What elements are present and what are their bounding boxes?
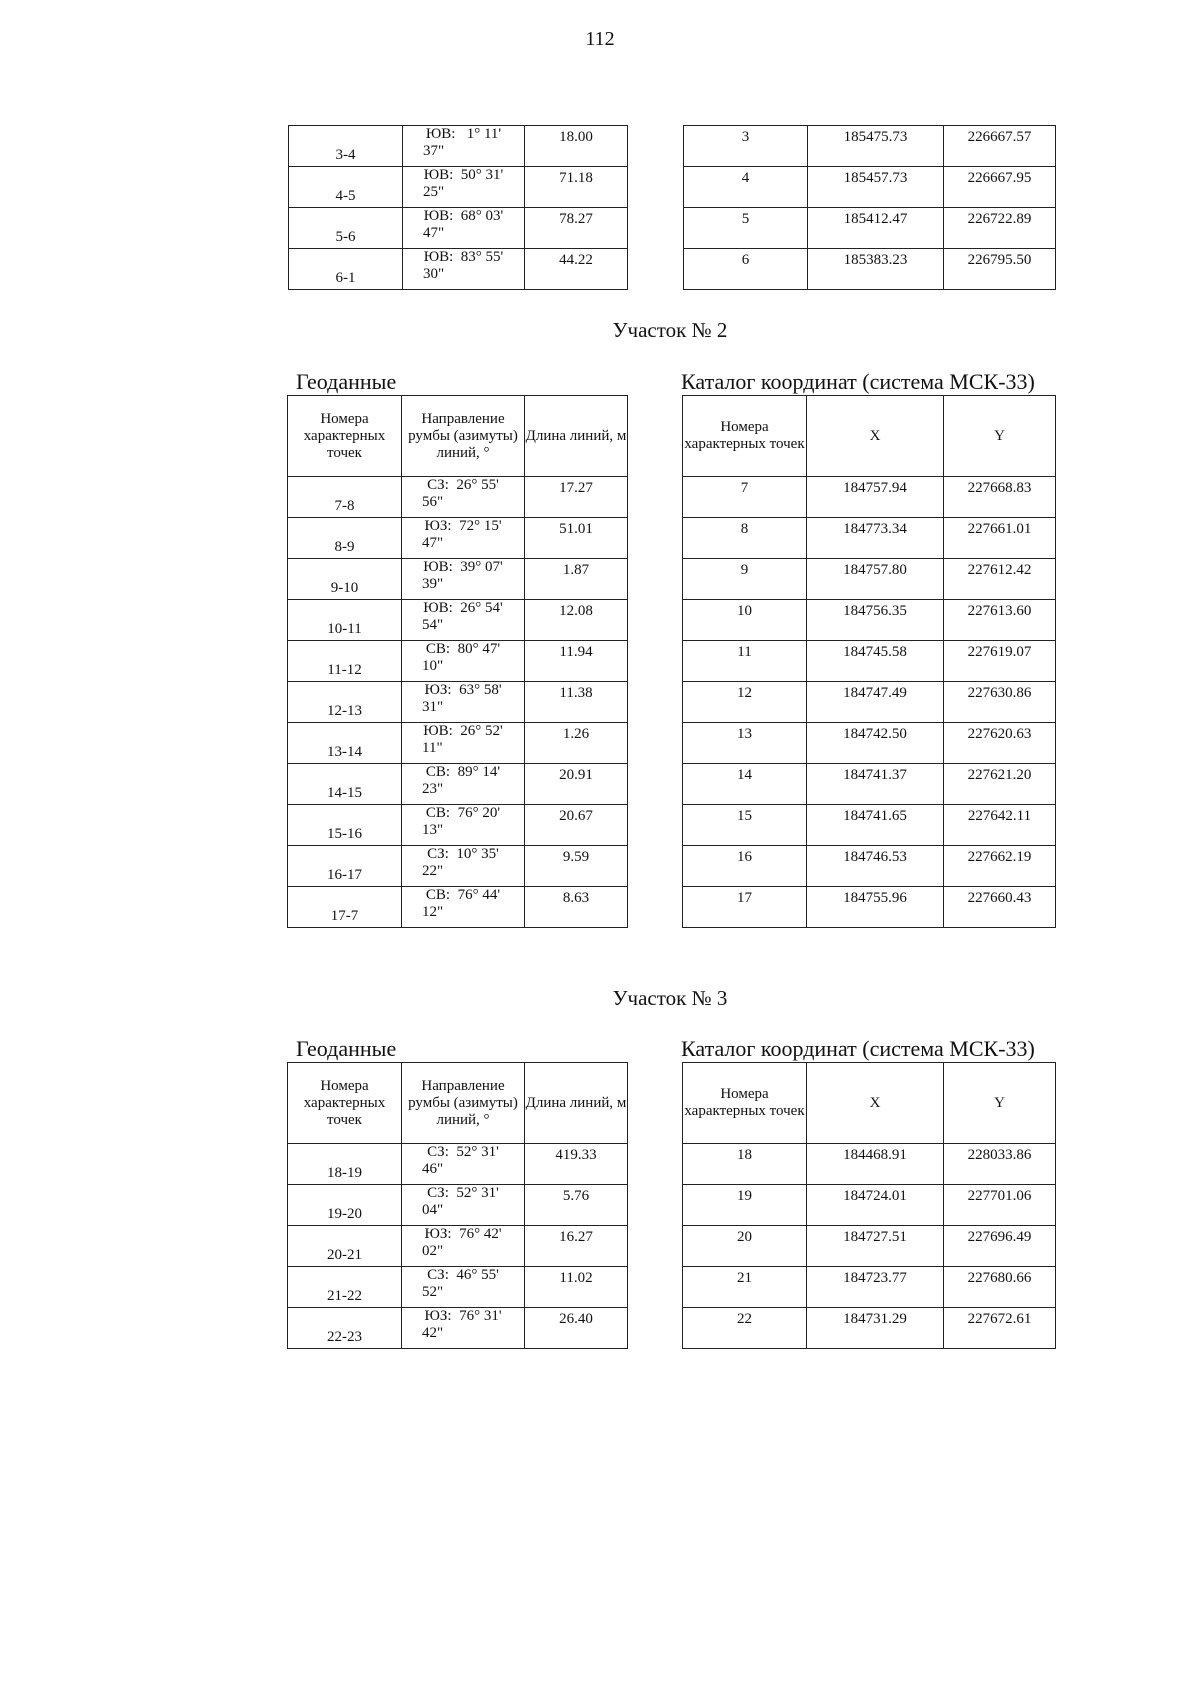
table-row [683, 1144, 1056, 1185]
point-number-cell: 18 [683, 1144, 807, 1185]
table-row [288, 1226, 628, 1267]
length-cell: 51.01 [525, 518, 628, 559]
header-points: Номера характерных точек [288, 396, 402, 477]
table-row [683, 641, 1056, 682]
x-coordinate-cell: 184747.49 [807, 682, 944, 723]
direction-cell [403, 208, 525, 249]
y-coordinate-cell: 227668.83 [944, 477, 1056, 518]
y-coordinate-cell: 228033.86 [944, 1144, 1056, 1185]
point-number-cell: 21 [683, 1267, 807, 1308]
point-number-cell: 12 [683, 682, 807, 723]
direction-angle: ЮВ: 68° 03' [423, 208, 504, 224]
header-points: Номера характерных точек [683, 396, 807, 477]
catalog-table-3 [682, 1062, 1056, 1349]
direction-angle: СВ: 80° 47' [425, 641, 501, 657]
direction-seconds: 12" [422, 904, 444, 920]
point-number-cell: 11 [683, 641, 807, 682]
length-cell: 11.94 [525, 641, 628, 682]
table-row [684, 167, 1056, 208]
table-row [683, 477, 1056, 518]
x-coordinate-cell: 184742.50 [807, 723, 944, 764]
x-coordinate-cell: 184723.77 [807, 1267, 944, 1308]
length-cell: 11.38 [525, 682, 628, 723]
geodata-table-1 [288, 125, 628, 290]
point-number-cell: 4 [684, 167, 808, 208]
y-coordinate-cell: 227680.66 [944, 1267, 1056, 1308]
x-coordinate-cell: 185412.47 [808, 208, 944, 249]
x-coordinate-cell: 184727.51 [807, 1226, 944, 1267]
direction-angle: ЮВ: 83° 55' [423, 249, 504, 265]
y-coordinate-cell: 226667.95 [944, 167, 1056, 208]
length-cell: 9.59 [525, 846, 628, 887]
header-length: Длина линий, м [525, 396, 628, 477]
geodata-body [288, 1144, 628, 1349]
table-row [683, 1185, 1056, 1226]
direction-angle: СЗ: 46° 55' [427, 1267, 499, 1283]
table-row [684, 126, 1056, 167]
table-row [289, 126, 628, 167]
catalog-body [683, 477, 1056, 928]
table-row [288, 518, 628, 559]
direction-seconds: 25" [423, 184, 445, 200]
table-row [683, 1226, 1056, 1267]
x-coordinate-cell: 184468.91 [807, 1144, 944, 1185]
direction-seconds: 31" [422, 699, 444, 715]
length-cell: 11.02 [525, 1267, 628, 1308]
direction-angle: ЮВ: 26° 52' [423, 723, 503, 739]
direction-cell [403, 249, 525, 290]
catalog-caption-2: Каталог координат (система МСК-33) [681, 369, 1035, 394]
direction-angle: ЮЗ: 76° 31' [424, 1308, 502, 1324]
direction-angle: СЗ: 26° 55' [427, 477, 499, 493]
direction-cell [403, 126, 525, 167]
catalog-table-1 [683, 125, 1056, 290]
direction-angle: СЗ: 52° 31' [427, 1144, 499, 1160]
table-row [289, 208, 628, 249]
direction-cell [402, 723, 525, 764]
geodata-table-3 [287, 1062, 628, 1349]
point-number-cell: 7 [683, 477, 807, 518]
point-pair-cell: 15-16 [288, 805, 402, 846]
table-row [288, 641, 628, 682]
direction-angle: СЗ: 10° 35' [427, 846, 499, 862]
x-coordinate-cell: 185475.73 [808, 126, 944, 167]
table-row [288, 1308, 628, 1349]
table-row [288, 887, 628, 928]
length-cell: 16.27 [525, 1226, 628, 1267]
x-coordinate-cell: 185383.23 [808, 249, 944, 290]
direction-angle: ЮЗ: 76° 42' [424, 1226, 502, 1242]
table-row [288, 1185, 628, 1226]
point-pair-cell: 14-15 [288, 764, 402, 805]
point-pair-cell: 6-1 [289, 249, 403, 290]
x-coordinate-cell: 184731.29 [807, 1308, 944, 1349]
x-coordinate-cell: 184757.80 [807, 559, 944, 600]
point-pair-cell: 9-10 [288, 559, 402, 600]
header-x: X [807, 396, 944, 477]
header-x: X [807, 1063, 944, 1144]
length-cell: 8.63 [525, 887, 628, 928]
header-points: Номера характерных точек [288, 1063, 402, 1144]
y-coordinate-cell: 226667.57 [944, 126, 1056, 167]
y-coordinate-cell: 227612.42 [944, 559, 1056, 600]
point-number-cell: 14 [683, 764, 807, 805]
table-row [683, 682, 1056, 723]
length-cell: 5.76 [525, 1185, 628, 1226]
y-coordinate-cell: 227696.49 [944, 1226, 1056, 1267]
x-coordinate-cell: 184755.96 [807, 887, 944, 928]
y-coordinate-cell: 227661.01 [944, 518, 1056, 559]
catalog-caption-3: Каталог координат (система МСК-33) [681, 1036, 1035, 1061]
direction-cell [402, 1185, 525, 1226]
direction-cell [402, 600, 525, 641]
direction-angle: СВ: 76° 44' [425, 887, 501, 903]
direction-angle: ЮВ: 26° 54' [423, 600, 503, 616]
point-pair-cell: 21-22 [288, 1267, 402, 1308]
table-row [288, 559, 628, 600]
header-y: Y [944, 1063, 1056, 1144]
direction-cell [402, 477, 525, 518]
point-number-cell: 17 [683, 887, 807, 928]
point-pair-cell: 19-20 [288, 1185, 402, 1226]
point-pair-cell: 22-23 [288, 1308, 402, 1349]
point-number-cell: 5 [684, 208, 808, 249]
direction-angle: ЮВ: 50° 31' [423, 167, 504, 183]
y-coordinate-cell: 227642.11 [944, 805, 1056, 846]
direction-seconds: 42" [422, 1325, 444, 1341]
direction-seconds: 54" [422, 617, 444, 633]
direction-seconds: 37" [423, 143, 445, 159]
direction-seconds: 02" [422, 1243, 444, 1259]
point-pair-cell: 12-13 [288, 682, 402, 723]
direction-seconds: 10" [422, 658, 444, 674]
direction-angle: СВ: 76° 20' [425, 805, 501, 821]
point-pair-cell: 17-7 [288, 887, 402, 928]
length-cell: 20.91 [525, 764, 628, 805]
table-row [288, 723, 628, 764]
length-cell: 1.26 [525, 723, 628, 764]
direction-seconds: 13" [422, 822, 444, 838]
y-coordinate-cell: 227621.20 [944, 764, 1056, 805]
direction-seconds: 04" [422, 1202, 444, 1218]
point-pair-cell: 5-6 [289, 208, 403, 249]
table-row [288, 477, 628, 518]
y-coordinate-cell: 227620.63 [944, 723, 1056, 764]
point-pair-cell: 10-11 [288, 600, 402, 641]
table-row [288, 1144, 628, 1185]
point-number-cell: 8 [683, 518, 807, 559]
table-row [289, 249, 628, 290]
table-row [683, 805, 1056, 846]
direction-seconds: 30" [423, 266, 445, 282]
table-row [288, 805, 628, 846]
length-cell: 17.27 [525, 477, 628, 518]
point-pair-cell: 3-4 [289, 126, 403, 167]
table-row [683, 887, 1056, 928]
x-coordinate-cell: 184724.01 [807, 1185, 944, 1226]
header-direction: Направление румбы (азимуты) линий, ° [402, 1063, 525, 1144]
table-row [684, 208, 1056, 249]
y-coordinate-cell: 227619.07 [944, 641, 1056, 682]
section-title-2: Участок № 2 [612, 318, 728, 342]
table-row [288, 764, 628, 805]
header-points: Номера характерных точек [683, 1063, 807, 1144]
table-row [683, 600, 1056, 641]
point-number-cell: 19 [683, 1185, 807, 1226]
point-pair-cell: 13-14 [288, 723, 402, 764]
point-number-cell: 9 [683, 559, 807, 600]
table-row [683, 1308, 1056, 1349]
direction-cell [402, 1267, 525, 1308]
table-row [288, 682, 628, 723]
direction-cell [402, 682, 525, 723]
page-number: 112 [585, 28, 615, 50]
geodata-table-2 [287, 395, 628, 928]
point-number-cell: 16 [683, 846, 807, 887]
length-cell: 78.27 [525, 208, 628, 249]
direction-cell [402, 1144, 525, 1185]
table-row [683, 846, 1056, 887]
direction-seconds: 23" [422, 781, 444, 797]
direction-seconds: 46" [422, 1161, 444, 1177]
point-pair-cell: 4-5 [289, 167, 403, 208]
x-coordinate-cell: 184741.65 [807, 805, 944, 846]
x-coordinate-cell: 184757.94 [807, 477, 944, 518]
table-row [683, 518, 1056, 559]
x-coordinate-cell: 184745.58 [807, 641, 944, 682]
point-pair-cell: 7-8 [288, 477, 402, 518]
direction-angle: ЮЗ: 72° 15' [424, 518, 502, 534]
direction-cell [403, 167, 525, 208]
point-pair-cell: 20-21 [288, 1226, 402, 1267]
direction-angle: ЮЗ: 63° 58' [424, 682, 502, 698]
y-coordinate-cell: 227672.61 [944, 1308, 1056, 1349]
table-row [684, 249, 1056, 290]
direction-angle: ЮВ: 39° 07' [423, 559, 503, 575]
direction-cell [402, 887, 525, 928]
length-cell: 419.33 [525, 1144, 628, 1185]
section-title-3: Участок № 3 [612, 986, 728, 1010]
direction-cell [402, 1226, 525, 1267]
y-coordinate-cell: 226722.89 [944, 208, 1056, 249]
y-coordinate-cell: 227660.43 [944, 887, 1056, 928]
point-number-cell: 20 [683, 1226, 807, 1267]
direction-cell [402, 846, 525, 887]
point-number-cell: 13 [683, 723, 807, 764]
point-pair-cell: 16-17 [288, 846, 402, 887]
direction-seconds: 56" [422, 494, 444, 510]
point-pair-cell: 8-9 [288, 518, 402, 559]
direction-angle: ЮВ: 1° 11' [425, 126, 502, 142]
length-cell: 44.22 [525, 249, 628, 290]
point-number-cell: 6 [684, 249, 808, 290]
point-pair-cell: 18-19 [288, 1144, 402, 1185]
y-coordinate-cell: 227701.06 [944, 1185, 1056, 1226]
table-row [683, 764, 1056, 805]
y-coordinate-cell: 227630.86 [944, 682, 1056, 723]
point-number-cell: 15 [683, 805, 807, 846]
table-row [288, 1267, 628, 1308]
direction-seconds: 47" [423, 225, 445, 241]
geodata-caption-3: Геоданные [296, 1036, 397, 1061]
x-coordinate-cell: 184756.35 [807, 600, 944, 641]
geodata-body [288, 477, 628, 928]
table-row [288, 846, 628, 887]
direction-cell [402, 805, 525, 846]
y-coordinate-cell: 226795.50 [944, 249, 1056, 290]
direction-cell [402, 559, 525, 600]
geodata-body [289, 126, 628, 290]
y-coordinate-cell: 227613.60 [944, 600, 1056, 641]
table-row [683, 559, 1056, 600]
table-row [289, 167, 628, 208]
length-cell: 20.67 [525, 805, 628, 846]
length-cell: 18.00 [525, 126, 628, 167]
table-row [288, 600, 628, 641]
x-coordinate-cell: 185457.73 [808, 167, 944, 208]
catalog-body [683, 1144, 1056, 1349]
direction-seconds: 47" [422, 535, 444, 551]
x-coordinate-cell: 184741.37 [807, 764, 944, 805]
header-direction: Направление румбы (азимуты) линий, ° [402, 396, 525, 477]
direction-seconds: 52" [422, 1284, 444, 1300]
header-y: Y [944, 396, 1056, 477]
table-row [683, 723, 1056, 764]
direction-seconds: 39" [422, 576, 444, 592]
direction-seconds: 11" [422, 740, 443, 756]
y-coordinate-cell: 227662.19 [944, 846, 1056, 887]
x-coordinate-cell: 184746.53 [807, 846, 944, 887]
header-length: Длина линий, м [525, 1063, 628, 1144]
length-cell: 12.08 [525, 600, 628, 641]
catalog-body [684, 126, 1056, 290]
direction-seconds: 22" [422, 863, 444, 879]
length-cell: 26.40 [525, 1308, 628, 1349]
geodata-caption-2: Геоданные [296, 369, 397, 394]
direction-cell [402, 641, 525, 682]
x-coordinate-cell: 184773.34 [807, 518, 944, 559]
point-pair-cell: 11-12 [288, 641, 402, 682]
point-number-cell: 22 [683, 1308, 807, 1349]
point-number-cell: 10 [683, 600, 807, 641]
table-row [683, 1267, 1056, 1308]
direction-cell [402, 1308, 525, 1349]
direction-angle: СЗ: 52° 31' [427, 1185, 499, 1201]
direction-cell [402, 764, 525, 805]
catalog-table-2 [682, 395, 1056, 928]
length-cell: 71.18 [525, 167, 628, 208]
direction-cell [402, 518, 525, 559]
point-number-cell: 3 [684, 126, 808, 167]
length-cell: 1.87 [525, 559, 628, 600]
direction-angle: СВ: 89° 14' [425, 764, 501, 780]
